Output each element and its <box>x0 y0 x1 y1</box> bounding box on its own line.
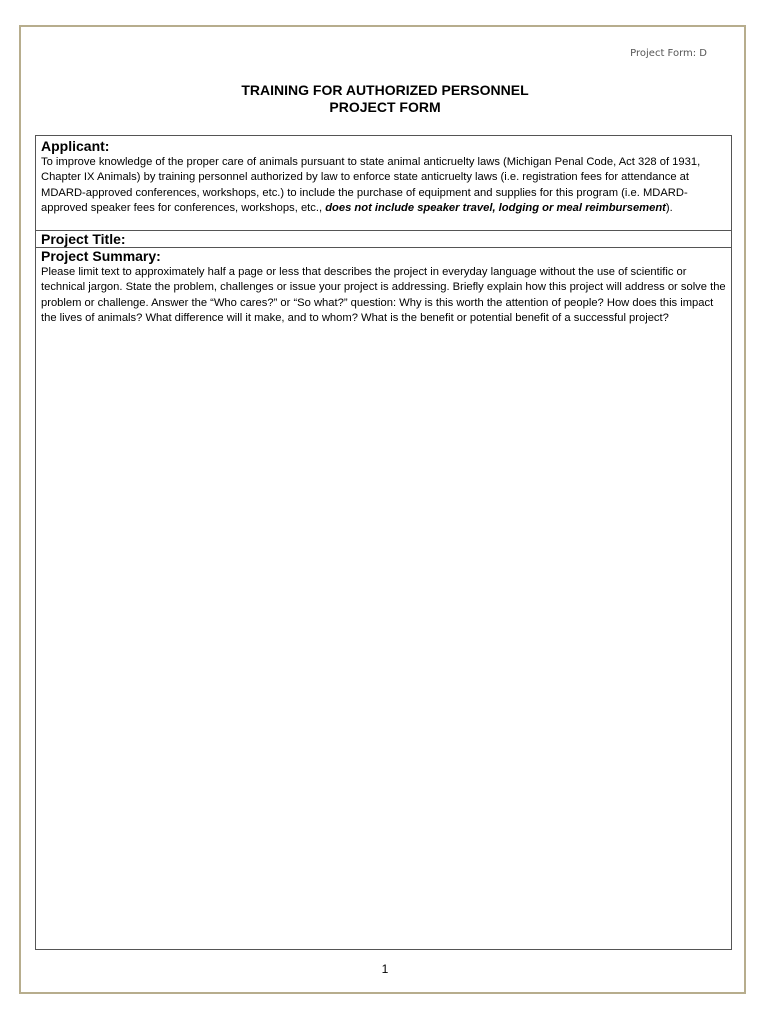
project-title-heading: Project Title: <box>41 231 126 247</box>
title-line-2: PROJECT FORM <box>329 99 441 115</box>
applicant-text-end: ). <box>665 202 673 215</box>
applicant-text: To improve knowledge of the proper care of animals pursuant to state animal anticruelty laws (Michigan Penal Code, Act 328 of 1931, Chapter IX Animals) by training personnel authorized by law to enforce state anticruelty laws (i.e. registration fees for attendance at MDARD-approved conferences, workshops, etc.) to include the purchase of equipment and supplies for this program (i.e. MDARD-approved speaker fees for conferences, workshops, etc., <box>41 156 701 215</box>
page-title <box>0 82 770 116</box>
page-number: 1 <box>381 962 389 976</box>
title-line-1: TRAINING FOR AUTHORIZED PERSONNEL <box>241 82 529 98</box>
project-title-section[interactable] <box>36 231 731 248</box>
applicant-text-emphasis: does not include speaker travel, lodging or meal reimbursement <box>325 202 666 215</box>
applicant-section <box>36 136 731 231</box>
project-summary-instructions: Please limit text to approximately half a page or less that describes the project in everyday language without the use of scientific or technical jargon. State the problem, challenges or issue your project is addressing. Briefly explain how this project will address or solve the problem or challenge. Answer the “Who cares?” or “So what?” question: Why is this worth the attention of people? How does this impact the lives of animals? What difference will it make, and to whom? What is the benefit or potential benefit of a successful project? <box>41 266 726 325</box>
applicant-heading: Applicant: <box>41 138 110 154</box>
form-table <box>35 135 732 950</box>
applicant-description <box>41 155 726 217</box>
form-id: Project Form: D <box>630 48 707 59</box>
project-summary-section[interactable] <box>36 248 731 327</box>
project-summary-heading: Project Summary: <box>41 248 161 264</box>
